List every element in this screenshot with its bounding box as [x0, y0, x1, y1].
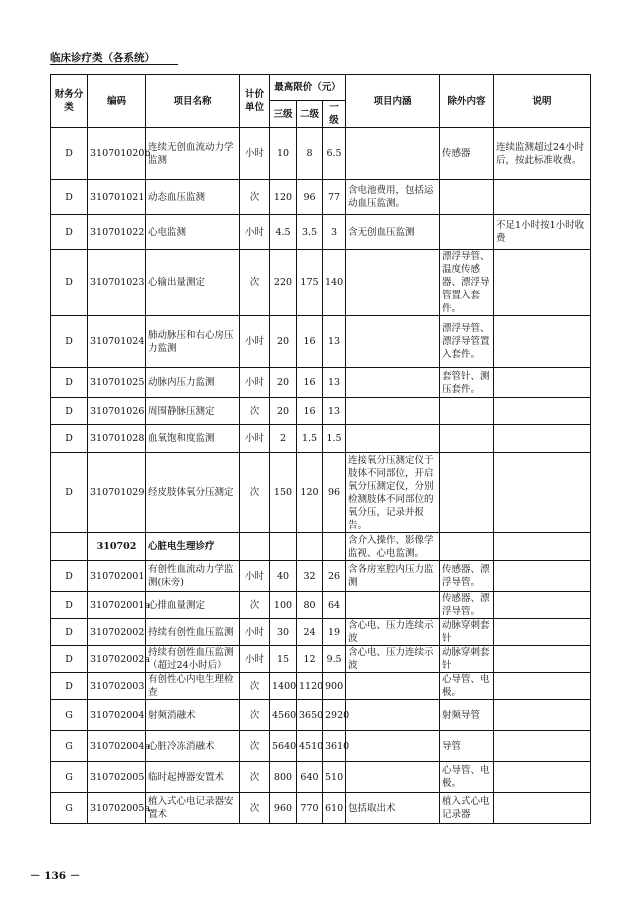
table-row — [51, 453, 591, 533]
cell-grade2: 1.5 — [297, 425, 323, 453]
cell-name: 有创性心内电生理检查 — [146, 673, 240, 700]
cell-name: 持续有创性血压监测（超过24小时后） — [146, 646, 240, 673]
cell-content: 含心电、压力连续示波 — [346, 619, 440, 646]
page-number: － 136 － — [30, 870, 81, 882]
cell-excluded: 漂浮导管、温度传感器、漂浮导管置入套件。 — [440, 250, 494, 316]
cell-excluded: 射频导管 — [440, 700, 494, 731]
cell-note — [494, 646, 591, 673]
col-unit: 计价单位 — [240, 75, 270, 128]
cell-excluded: 植入式心电记录器 — [440, 793, 494, 824]
cell-grade2: 16 — [297, 398, 323, 425]
cell-unit: 次 — [240, 453, 270, 533]
cell-code: 310701025 — [88, 368, 146, 398]
cell-excluded: 漂浮导管、漂浮导管置入套件。 — [440, 316, 494, 368]
table-row — [51, 398, 591, 425]
cell-code: 310702005a — [88, 793, 146, 824]
cell-unit: 小时 — [240, 316, 270, 368]
cell-excluded — [440, 425, 494, 453]
table-row — [51, 561, 591, 592]
cell-category: D — [51, 561, 88, 592]
table-row — [51, 316, 591, 368]
cell-name: 心脏电生理诊疗 — [146, 533, 240, 561]
cell-content — [346, 762, 440, 793]
cell-grade1: 9.5 — [323, 646, 346, 673]
cell-grade1: 19 — [323, 619, 346, 646]
cell-code: 310702004a — [88, 731, 146, 762]
col-price-group: 最高限价（元） — [270, 75, 346, 101]
cell-unit: 次 — [240, 731, 270, 762]
cell-name: 连续无创血流动力学监测 — [146, 128, 240, 180]
price-table — [50, 74, 591, 824]
cell-name: 有创性血流动力学监测(床旁) — [146, 561, 240, 592]
cell-note — [494, 700, 591, 731]
cell-code: 310701022 — [88, 215, 146, 250]
cell-grade2: 80 — [297, 592, 323, 619]
cell-name: 临时起搏器安置术 — [146, 762, 240, 793]
cell-note — [494, 453, 591, 533]
col-content: 项目内涵 — [346, 75, 440, 128]
cell-note — [494, 592, 591, 619]
cell-grade3: 40 — [270, 561, 297, 592]
cell-grade3: 20 — [270, 368, 297, 398]
cell-code: 310701024 — [88, 316, 146, 368]
cell-note — [494, 762, 591, 793]
cell-excluded: 动脉穿刺套针 — [440, 646, 494, 673]
cell-category: G — [51, 700, 88, 731]
cell-name: 心排血量测定 — [146, 592, 240, 619]
cell-grade3: 30 — [270, 619, 297, 646]
cell-content — [346, 250, 440, 316]
cell-name: 持续有创性血压监测 — [146, 619, 240, 646]
col-note: 说明 — [494, 75, 591, 128]
cell-excluded: 导管 — [440, 731, 494, 762]
cell-grade3: 1400 — [270, 673, 297, 700]
cell-code: 310702005 — [88, 762, 146, 793]
cell-grade2: 32 — [297, 561, 323, 592]
cell-grade3: 960 — [270, 793, 297, 824]
cell-content — [346, 673, 440, 700]
cell-excluded: 传感器、漂浮导管。 — [440, 592, 494, 619]
cell-category: D — [51, 368, 88, 398]
cell-note — [494, 425, 591, 453]
table-row — [51, 762, 591, 793]
cell-grade1: 26 — [323, 561, 346, 592]
cell-code: 310701020b — [88, 128, 146, 180]
cell-unit: 次 — [240, 762, 270, 793]
cell-content: 连接氧分压测定仪于肢体不同部位，开启氧分压测定仪，分别检测肢体不同部位的氧分压，记录并报告。 — [346, 453, 440, 533]
cell-code: 310701029 — [88, 453, 146, 533]
cell-grade1: 96 — [323, 453, 346, 533]
cell-grade2: 8 — [297, 128, 323, 180]
cell-unit: 次 — [240, 793, 270, 824]
cell-note — [494, 561, 591, 592]
cell-name: 心脏冷冻消融术 — [146, 731, 240, 762]
cell-name: 心输出量测定 — [146, 250, 240, 316]
cell-content: 包括取出术 — [346, 793, 440, 824]
cell-note — [494, 533, 591, 561]
cell-grade3: 20 — [270, 398, 297, 425]
cell-excluded — [440, 180, 494, 215]
table-row — [51, 592, 591, 619]
cell-excluded — [440, 215, 494, 250]
cell-note — [494, 316, 591, 368]
cell-grade2 — [297, 533, 323, 561]
cell-category: D — [51, 180, 88, 215]
cell-category: G — [51, 731, 88, 762]
cell-category: D — [51, 453, 88, 533]
cell-code: 310701023 — [88, 250, 146, 316]
cell-grade1: 3610 — [323, 731, 346, 762]
cell-content: 含介入操作、影像学监视、心电监测。 — [346, 533, 440, 561]
cell-grade3: 100 — [270, 592, 297, 619]
cell-grade2: 120 — [297, 453, 323, 533]
cell-note — [494, 398, 591, 425]
cell-name: 血氧饱和度监测 — [146, 425, 240, 453]
cell-code: 310701028 — [88, 425, 146, 453]
cell-note — [494, 250, 591, 316]
cell-note — [494, 731, 591, 762]
cell-unit: 小时 — [240, 368, 270, 398]
cell-grade2: 1120 — [297, 673, 323, 700]
cell-excluded: 心导管、电极。 — [440, 762, 494, 793]
cell-content — [346, 316, 440, 368]
cell-grade1: 900 — [323, 673, 346, 700]
table-row — [51, 673, 591, 700]
cell-unit: 次 — [240, 700, 270, 731]
cell-grade1: 64 — [323, 592, 346, 619]
cell-name: 植入式心电记录器安置术 — [146, 793, 240, 824]
cell-grade3: 120 — [270, 180, 297, 215]
cell-excluded: 套管针、测压套件。 — [440, 368, 494, 398]
cell-content — [346, 731, 440, 762]
cell-grade1: 13 — [323, 316, 346, 368]
cell-grade1: 140 — [323, 250, 346, 316]
cell-excluded — [440, 453, 494, 533]
header-underline — [50, 64, 178, 65]
cell-note — [494, 619, 591, 646]
cell-note — [494, 793, 591, 824]
cell-category: D — [51, 398, 88, 425]
cell-grade1 — [323, 533, 346, 561]
cell-grade3: 5640 — [270, 731, 297, 762]
cell-unit: 小时 — [240, 561, 270, 592]
col-code: 编码 — [88, 75, 146, 128]
cell-content — [346, 128, 440, 180]
cell-unit: 次 — [240, 250, 270, 316]
cell-category: D — [51, 316, 88, 368]
cell-unit: 次 — [240, 398, 270, 425]
cell-grade3 — [270, 533, 297, 561]
cell-grade3: 20 — [270, 316, 297, 368]
cell-name: 心电监测 — [146, 215, 240, 250]
cell-unit: 小时 — [240, 425, 270, 453]
cell-code: 310702002a — [88, 646, 146, 673]
cell-grade2: 3650 — [297, 700, 323, 731]
cell-note: 连续监测超过24小时后，按此标准收费。 — [494, 128, 591, 180]
cell-unit: 次 — [240, 592, 270, 619]
cell-category: D — [51, 425, 88, 453]
cell-name: 肺动脉压和右心房压力监测 — [146, 316, 240, 368]
cell-grade3: 220 — [270, 250, 297, 316]
cell-note — [494, 180, 591, 215]
cell-grade3: 4.5 — [270, 215, 297, 250]
cell-category — [51, 533, 88, 561]
cell-content — [346, 398, 440, 425]
cell-category: D — [51, 250, 88, 316]
table-row — [51, 793, 591, 824]
section-row — [51, 533, 591, 561]
cell-code: 310702001a — [88, 592, 146, 619]
cell-content — [346, 368, 440, 398]
cell-grade3: 150 — [270, 453, 297, 533]
cell-excluded — [440, 533, 494, 561]
cell-category: D — [51, 619, 88, 646]
cell-grade2: 16 — [297, 368, 323, 398]
cell-grade2: 96 — [297, 180, 323, 215]
cell-grade2: 16 — [297, 316, 323, 368]
cell-grade2: 12 — [297, 646, 323, 673]
cell-unit: 次 — [240, 673, 270, 700]
cell-code: 310702004 — [88, 700, 146, 731]
cell-excluded: 动脉穿刺套针 — [440, 619, 494, 646]
table-row — [51, 700, 591, 731]
cell-grade1: 510 — [323, 762, 346, 793]
col-grade2: 二级 — [297, 101, 323, 128]
table-row — [51, 180, 591, 215]
cell-code: 310702001 — [88, 561, 146, 592]
cell-unit: 次 — [240, 180, 270, 215]
cell-unit: 小时 — [240, 128, 270, 180]
cell-content: 含电池费用，包括运动血压监测。 — [346, 180, 440, 215]
cell-note — [494, 673, 591, 700]
cell-excluded: 传感器 — [440, 128, 494, 180]
cell-content — [346, 700, 440, 731]
cell-content: 含心电、压力连续示波 — [346, 646, 440, 673]
table-row — [51, 250, 591, 316]
cell-excluded: 传感器、漂浮导管。 — [440, 561, 494, 592]
cell-grade3: 2 — [270, 425, 297, 453]
cell-excluded: 心导管、电极。 — [440, 673, 494, 700]
cell-content: 含无创血压监测 — [346, 215, 440, 250]
cell-name: 动脉内压力监测 — [146, 368, 240, 398]
table-row — [51, 646, 591, 673]
cell-content: 含各房室腔内压力监测 — [346, 561, 440, 592]
table-row — [51, 619, 591, 646]
cell-unit: 小时 — [240, 619, 270, 646]
cell-grade1: 13 — [323, 368, 346, 398]
cell-grade2: 3.5 — [297, 215, 323, 250]
table-row — [51, 368, 591, 398]
table-row — [51, 128, 591, 180]
cell-name: 经皮肢体氧分压测定 — [146, 453, 240, 533]
cell-excluded — [440, 398, 494, 425]
col-excluded: 除外内容 — [440, 75, 494, 128]
table-row — [51, 425, 591, 453]
cell-grade3: 10 — [270, 128, 297, 180]
cell-unit: 小时 — [240, 646, 270, 673]
cell-grade2: 640 — [297, 762, 323, 793]
cell-grade2: 770 — [297, 793, 323, 824]
col-name: 项目名称 — [146, 75, 240, 128]
cell-category: G — [51, 762, 88, 793]
cell-grade2: 4510 — [297, 731, 323, 762]
cell-content — [346, 592, 440, 619]
cell-name: 射频消融术 — [146, 700, 240, 731]
cell-code: 310701026 — [88, 398, 146, 425]
cell-content — [346, 425, 440, 453]
cell-grade1: 13 — [323, 398, 346, 425]
cell-grade2: 175 — [297, 250, 323, 316]
cell-code: 310702003 — [88, 673, 146, 700]
cell-unit: 小时 — [240, 215, 270, 250]
cell-name: 动态血压监测 — [146, 180, 240, 215]
col-category: 财务分类 — [51, 75, 88, 128]
cell-category: G — [51, 793, 88, 824]
cell-grade2: 24 — [297, 619, 323, 646]
cell-grade1: 1.5 — [323, 425, 346, 453]
cell-grade1: 6.5 — [323, 128, 346, 180]
cell-category: D — [51, 646, 88, 673]
col-grade1: 一级 — [323, 101, 346, 128]
cell-grade3: 4560 — [270, 700, 297, 731]
cell-grade1: 3 — [323, 215, 346, 250]
cell-category: D — [51, 592, 88, 619]
cell-note — [494, 368, 591, 398]
page-header: 临床诊疗类（各系统） — [50, 52, 155, 64]
cell-category: D — [51, 128, 88, 180]
cell-note: 不足1小时按1小时收费 — [494, 215, 591, 250]
col-grade3: 三级 — [270, 101, 297, 128]
table-row — [51, 731, 591, 762]
cell-grade1: 2920 — [323, 700, 346, 731]
cell-grade1: 610 — [323, 793, 346, 824]
cell-code: 310702 — [88, 533, 146, 561]
cell-grade1: 77 — [323, 180, 346, 215]
cell-category: D — [51, 673, 88, 700]
cell-unit — [240, 533, 270, 561]
cell-grade3: 15 — [270, 646, 297, 673]
table-row — [51, 215, 591, 250]
cell-code: 310702002 — [88, 619, 146, 646]
cell-name: 周围静脉压测定 — [146, 398, 240, 425]
cell-grade3: 800 — [270, 762, 297, 793]
cell-code: 310701021 — [88, 180, 146, 215]
cell-category: D — [51, 215, 88, 250]
